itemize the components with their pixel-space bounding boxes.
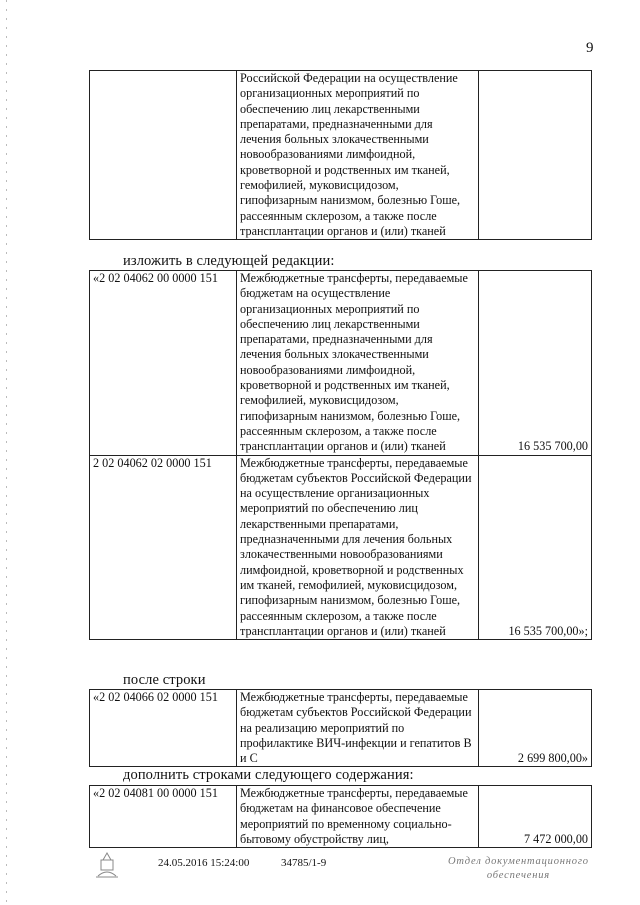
value-cell: [479, 71, 592, 240]
budget-table-reference-row: [89, 689, 592, 767]
table-row: [90, 271, 592, 456]
budget-table-new-edition: [89, 270, 592, 640]
table-row: [90, 455, 592, 640]
code-cell: «2 02 04081 00 0000 151: [90, 786, 237, 848]
department-stamp: [448, 855, 589, 883]
instruction-rewrite: изложить в следующей редакции:: [123, 253, 335, 269]
budget-table-continued: [89, 70, 592, 240]
description-cell: Межбюджетные трансферты, передаваемые бюджетам субъектов Российской Федерации на реализацию мероприятий по профилактике ВИЧ-инфекции и гепатитов В и С: [237, 690, 479, 767]
value-cell: 2 699 800,00»: [479, 690, 592, 767]
stamp-line: обеспечения: [486, 870, 550, 881]
table-row: [90, 71, 592, 240]
code-cell: 2 02 04062 02 0000 151: [90, 455, 237, 640]
value-cell: 7 472 000,00: [479, 786, 592, 848]
stamp-line: Отдел документационного: [448, 856, 589, 867]
page-number: 9: [586, 40, 594, 56]
emblem-logo-icon: [92, 850, 122, 880]
margin-binding-marks: [6, 0, 7, 905]
footer-timestamp: 24.05.2016 15:24:00: [158, 857, 250, 869]
value-cell: 16 535 700,00: [479, 271, 592, 456]
budget-table-added-rows: [89, 785, 592, 848]
code-cell: «2 02 04066 02 0000 151: [90, 690, 237, 767]
description-cell: Межбюджетные трансферты, передаваемые бюджетам субъектов Российской Федерации на осуществление организационных мероприятий по обеспечению лиц лекарственными препаратами, предназначенными для лечения больных злокачественными новообразованиями лимфоидной, кроветворной и родственных им тканей, гемофилией, муковисцидозом, гипофизарным нанизмом, болезнью Гоше, рассеянным склерозом, а также после трансплантации органов и (или) тканей: [237, 455, 479, 640]
description-cell: Межбюджетные трансферты, передаваемые бюджетам на финансовое обеспечение мероприятий по временному социально-бытовому обустройству лиц,: [237, 786, 479, 848]
table-row: [90, 690, 592, 767]
value-cell: 16 535 700,00»;: [479, 455, 592, 640]
description-cell: Российской Федерации на осуществление организационных мероприятий по обеспечению лиц лекарственными препаратами, предназначенными для лечения больных злокачественными новообразованиями лимфоидной, кроветворной и родственных им тканей, гемофилией, муковисцидозом, гипофизарным нанизмом, болезнью Гоше, рассеянным склерозом, а также после трансплантации органов и (или) тканей: [237, 71, 479, 240]
instruction-add-rows: дополнить строками следующего содержания:: [123, 767, 414, 783]
code-cell: «2 02 04062 00 0000 151: [90, 271, 237, 456]
code-cell: [90, 71, 237, 240]
table-row: [90, 786, 592, 848]
instruction-after-row: после строки: [123, 672, 206, 688]
description-cell: Межбюджетные трансферты, передаваемые бюджетам на осуществление организационных мероприятий по обеспечению лиц лекарственными препаратами, предназначенными для лечения больных злокачественными новообразованиями лимфоидной, кроветворной и родственных им тканей, гемофилией, муковисцидозом, гипофизарным нанизмом, болезнью Гоше, рассеянным склерозом, а также после трансплантации органов и (или) тканей: [237, 271, 479, 456]
footer-document-id: 34785/1-9: [281, 857, 327, 869]
